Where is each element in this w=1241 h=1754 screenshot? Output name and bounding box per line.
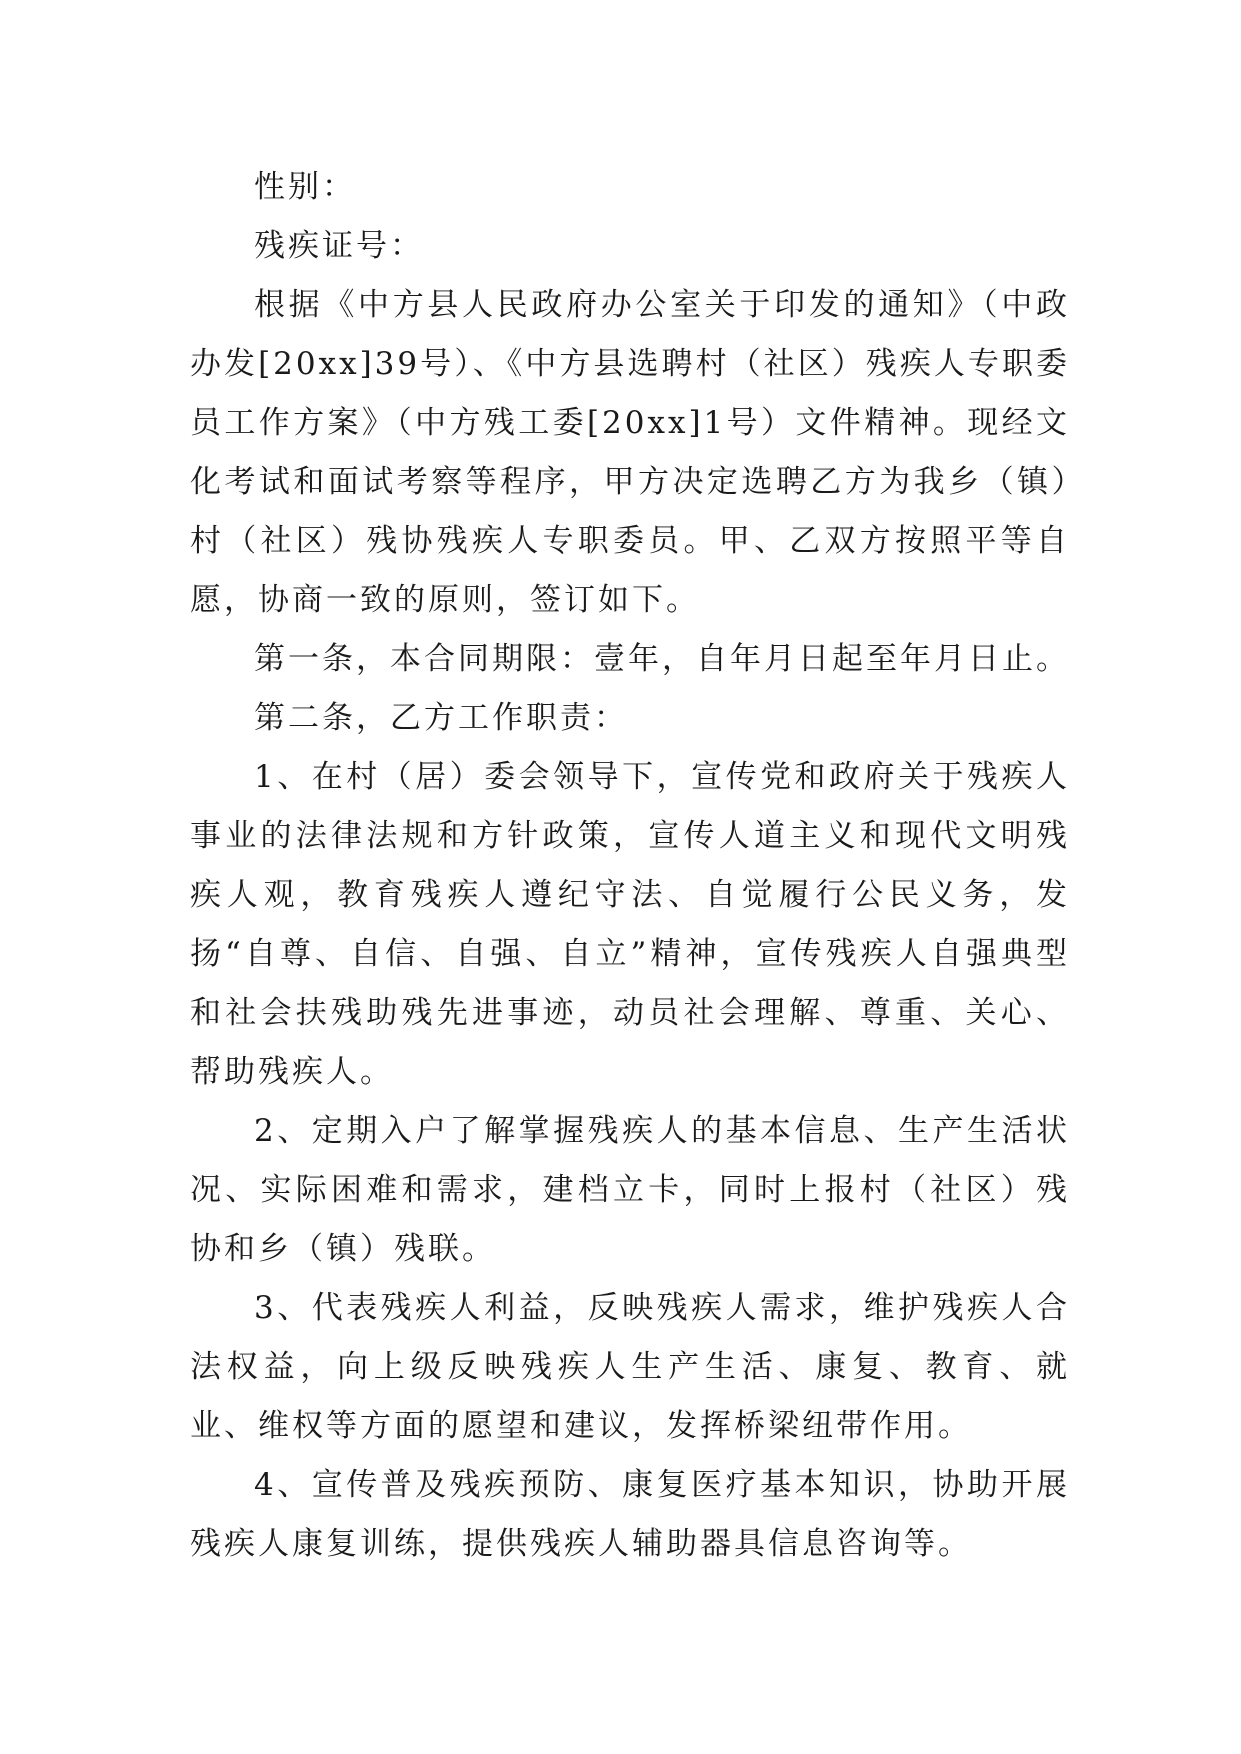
paragraph-duty-2: 2、定期入户了解掌握残疾人的基本信息、生产生活状况、实际困难和需求，建档立卡，同时上报村（社区）残协和乡（镇）残联。 [190, 1113, 1070, 1267]
paragraph-article-2: 第二条，乙方工作职责： [254, 700, 628, 736]
paragraph-disability-id: 残疾证号： [254, 228, 424, 264]
document-body [190, 158, 1070, 1574]
paragraph-duty-3: 3、代表残疾人利益，反映残疾人需求，维护残疾人合法权益，向上级反映残疾人生产生活、康复、教育、就业、维权等方面的愿望和建议，发挥桥梁纽带作用。 [190, 1290, 1070, 1444]
paragraph-article-1: 第一条，本合同期限：壹年，自年月日起至年月日止。 [254, 641, 1070, 677]
paragraph-duty-4: 4、宣传普及残疾预防、康复医疗基本知识，协助开展残疾人康复训练，提供残疾人辅助器具信息咨询等。 [190, 1467, 1070, 1562]
paragraph-preamble: 根据《中方县人民政府办公室关于印发的通知》（中政办发[20xx]39号）、《中方县选聘村（社区）残疾人专职委员工作方案》（中方残工委[20xx]1号）文件精神。现经文化考试和面试考察等程序，甲方决定选聘乙方为我乡（镇）村（社区）残协残疾人专职委员。甲、乙双方按照平等自愿，协商一致的原则，签订如下。 [190, 287, 1070, 618]
paragraph-gender: 性别： [254, 169, 356, 205]
paragraph-duty-1: 1、在村（居）委会领导下，宣传党和政府关于残疾人事业的法律法规和方针政策，宣传人道主义和现代文明残疾人观，教育残疾人遵纪守法、自觉履行公民义务，发扬“自尊、自信、自强、自立”精神，宣传残疾人自强典型和社会扶残助残先进事迹，动员社会理解、尊重、关心、帮助残疾人。 [190, 759, 1070, 1090]
